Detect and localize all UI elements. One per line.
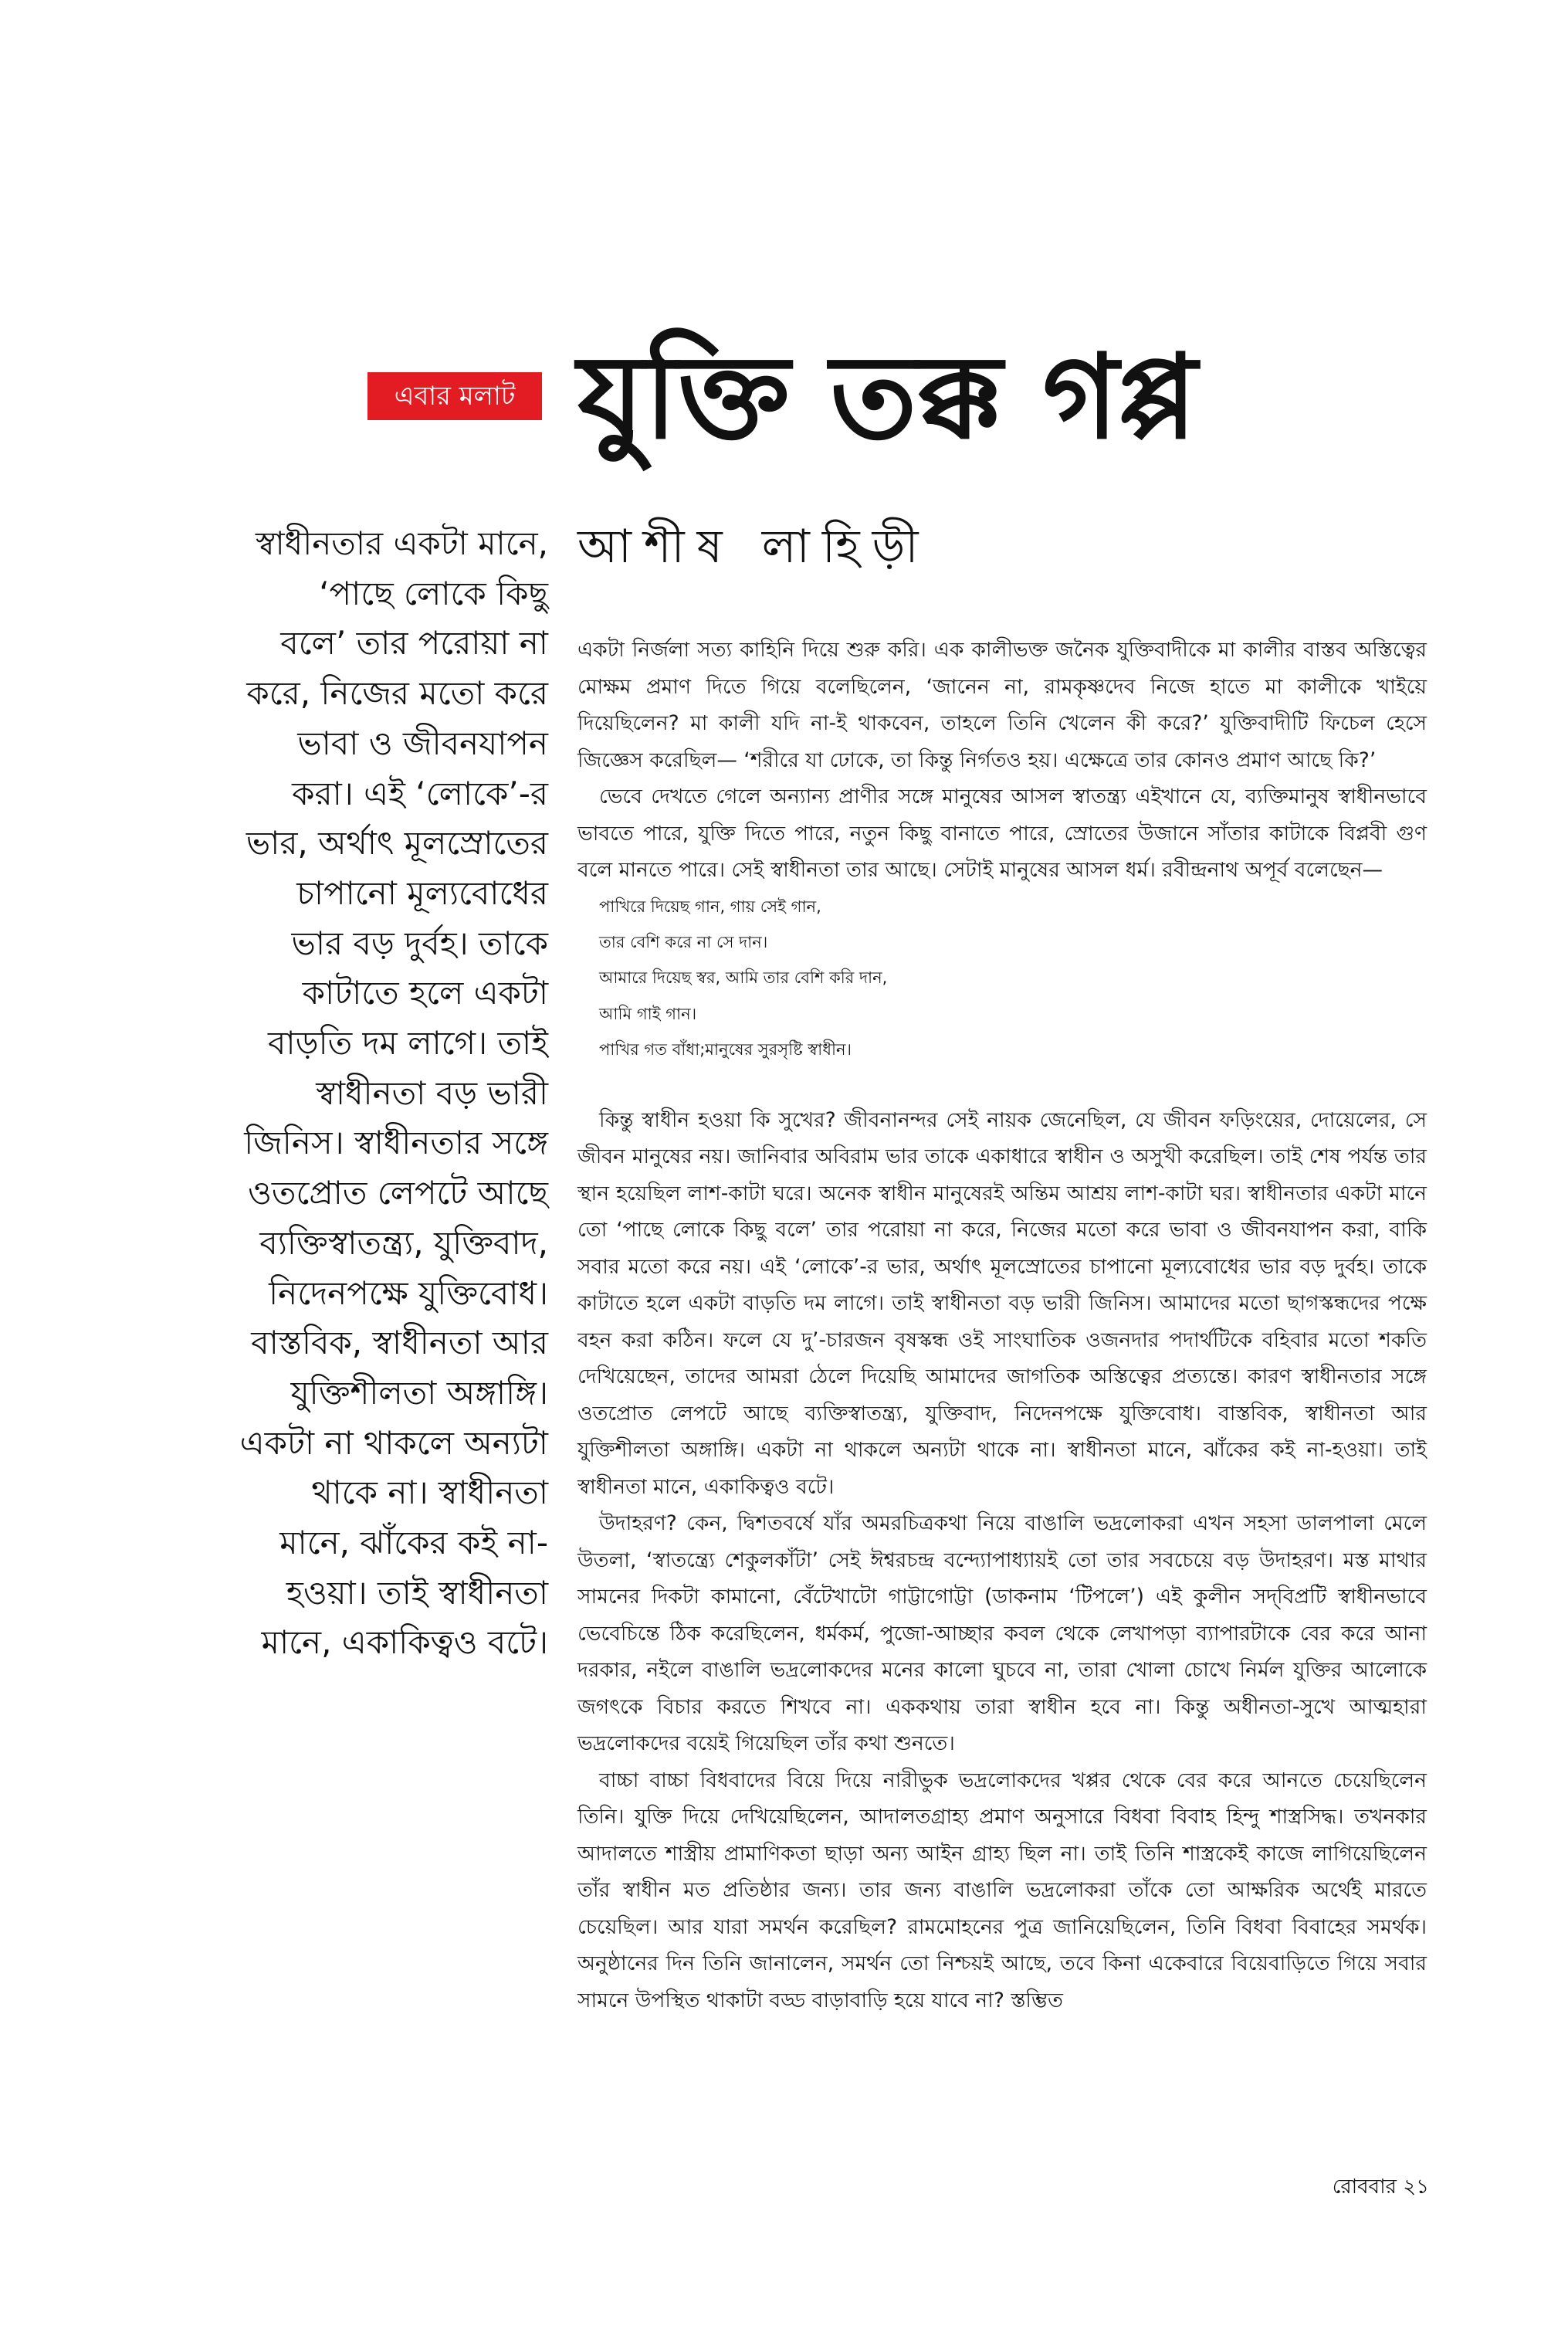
article-paragraph: উদাহরণ? কেন, দ্বিশতবর্ষে যাঁর অমরচিত্রকথা নিয়ে বাঙালি ভদ্রলোকরা এখন সহসা ডালপালা মেলে উতলা, ‘স্বাতন্ত্র্যে শেকুলকাঁটা’ সেই ঈশ্বরচন্দ্র বন্দ্যোপাধ্যায়ই তো তার সবচেয়ে বড় উদাহরণ। মস্ত মাথার সামনের দিকটা কামানো, বেঁটেখাটো গাট্টাগোট্টা (ডাকনাম ‘টিপলে’) এই কুলীন সদ্‌বিপ্রটি স্বাধীনভাবে ভেবেচিন্তে ঠিক করেছিলেন, ধর্মকর্ম, পুজো-আচ্ছার কবল থেকে লেখাপড়া ব্যাপারটাকে বের করে আনা দরকার, নইলে বাঙালি ভদ্রলোকদের মনের কালো ঘুচবে না, তারা খোলা চোখে নির্মল যুক্তির আলোকে জগৎকে বিচার করতে শিখবে না। এককথায় তারা স্বাধীন হবে না। কিন্তু অধীনতা-সুখে আত্মহারা ভদ্রলোকদের বয়েই গিয়েছিল তাঁর কথা শুনতে। (577, 1511, 1427, 1756)
pull-quote-line: করে, নিজের মতো করে (246, 674, 548, 713)
pull-quote-line: যুক্তিশীলতা অঙ্গাঙ্গি। (290, 1373, 548, 1412)
pull-quote-line: চাপানো মূল্যবোধের (296, 873, 548, 912)
page-folio: রোববার ২১ (1332, 2175, 1429, 2199)
pull-quote-line: একটা না থাকলে অন্যটা (239, 1423, 548, 1462)
pull-quote-line: কাটাতে হলে একটা (302, 974, 548, 1012)
pull-quote-line: ব্যক্তিস্বাতন্ত্র্য, যুক্তিবাদ, (259, 1223, 548, 1262)
pull-quote-line: জিনিস। স্বাধীনতার সঙ্গে (244, 1124, 548, 1162)
pull-quote-line: ভাবা ও জীবনযাপন (297, 724, 548, 762)
poem-line: আমারে দিয়েছ স্বর, আমি তার বেশি করি দান, (599, 968, 888, 988)
poem-line: পাখিরে দিয়েছ গান, গায় সেই গান, (599, 897, 821, 916)
article-body (577, 632, 1427, 2019)
pull-quote-line: করা। এই ‘লোকে’-র (292, 774, 548, 812)
poem-line: আমি গাই গান। (599, 1004, 697, 1023)
article-paragraph: বাচ্চা বাচ্চা বিধবাদের বিয়ে দিয়ে নারীভুক ভদ্রলোকদের খপ্পর থেকে বের করে আনতে চেয়েছিলেন তিনি। যুক্তি দিয়ে দেখিয়েছিলেন, আদালতগ্রাহ্য প্রমাণ অনুসারে বিধবা বিবাহ হিন্দু শাস্ত্রসিদ্ধ। তখনকার আদালতে শাস্ত্রীয় প্রামাণিকতা ছাড়া অন্য আইন গ্রাহ্য ছিল না। তাই তিনি শাস্ত্রকেই কাজে লাগিয়েছিলেন তাঁর স্বাধীন মত প্রতিষ্ঠার জন্য। তার জন্য বাঙালি ভদ্রলোকরা তাঁকে তো আক্ষরিক অর্থেই মারতে চেয়েছিল। আর যারা সমর্থন করেছিল? রামমোহনের পুত্র জানিয়েছিলেন, তিনি বিধবা বিবাহের সমর্থক। অনুষ্ঠানের দিন তিনি জানালেন, সমর্থন তো নিশ্চয়ই আছে, তবে কিনা একেবারে বিয়েবাড়িতে গিয়ে সবার সামনে উপস্থিত থাকাটা বড্ড বাড়াবাড়ি হয়ে যাবে না? স্তম্ভিত (577, 1768, 1427, 2012)
pull-quote-line: ‘পাছে লোকে কিছু (319, 574, 548, 612)
article-title: যুক্তি তক্ক গপ্প (577, 331, 1197, 465)
poem-quote (577, 889, 1427, 1068)
pull-quote-line: মানে, একাকিত্বও বটে। (261, 1623, 548, 1662)
author-byline: আশীষ লাহিড়ী (577, 520, 931, 574)
pull-quote-line: ভার, অর্থাৎ মূলস্রোতের (246, 824, 548, 863)
article-paragraph: ভেবে দেখতে গেলে অন্যান্য প্রাণীর সঙ্গে মানুষের আসল স্বাতন্ত্র্য এইখানে যে, ব্যক্তিমানুষ স্বাধীনভাবে ভাবতে পারে, যুক্তি দিতে পারে, নতুন কিছু বানাতে পারে, স্রোতের উজানে সাঁতার কাটাকে বিপ্লবী গুণ বলে মানতে পারে। সেই স্বাধীনতা তার আছে। সেটাই মানুষের আসল ধর্ম। রবীন্দ্রনাথ অপূর্ব বলেছেন— (577, 785, 1427, 882)
pull-quote-line: ওতপ্রোত লেপটে আছে (248, 1174, 548, 1212)
poem-line: পাখির গত বাঁধা;মানুষের সুরসৃষ্টি স্বাধীন। (599, 1040, 852, 1060)
pull-quote-line: বাস্তবিক, স্বাধীনতা আর (251, 1324, 548, 1362)
pull-quote-line: স্বাধীনতার একটা মানে, (255, 524, 548, 562)
pull-quote-line: স্বাধীনতা বড় ভারী (316, 1073, 548, 1112)
pull-quote-line: নিদেনপক্ষে যুক্তিবোধ। (269, 1273, 548, 1312)
section-badge: এবার মলাট (367, 372, 542, 420)
pull-quote-line: ভার বড় দুর্বহ। তাকে (291, 924, 548, 962)
pull-quote-line: হওয়া। তাই স্বাধীনতা (286, 1573, 548, 1612)
pull-quote-line: বলে’ তার পরোয়া না (280, 624, 548, 663)
poem-line: তার বেশি করে না সে দান। (599, 932, 768, 951)
article-paragraph: একটা নির্জলা সত্য কাহিনি দিয়ে শুরু করি। এক কালীভক্ত জনৈক যুক্তিবাদীকে মা কালীর বাস্তব অস্তিত্বের মোক্ষম প্রমাণ দিতে গিয়ে বলেছিলেন, ‘জানেন না, রামকৃষ্ণদেব নিজে হাতে মা কালীকে খাইয়ে দিয়েছিলেন? মা কালী যদি না-ই থাকবেন, তাহলে তিনি খেলেন কী করে?’ যুক্তিবাদীটি ফিচেল হেসে জিজ্ঞেস করেছিল— ‘শরীরে যা ঢোকে, তা কিন্তু নির্গতও হয়। এক্ষেত্রে তার কোনও প্রমাণ আছে কি?’ (577, 638, 1427, 772)
pull-quote-line: বাড়তি দম লাগে। তাই (268, 1024, 548, 1063)
pull-quote-line: থাকে না। স্বাধীনতা (311, 1473, 548, 1512)
pull-quote-line: মানে, ঝাঁকের কই না- (279, 1524, 548, 1562)
pull-quote (147, 519, 548, 1668)
article-paragraph: কিন্তু স্বাধীন হওয়া কি সুখের? জীবনানন্দর সেই নায়ক জেনেছিল, যে জীবন ফড়িংয়ের, দোয়েলের, সে জীবন মানুষের নয়। জানিবার অবিরাম ভার তাকে একাধারে স্বাধীন ও অসুখী করেছিল। তাই শেষ পর্যন্ত তার স্থান হয়েছিল লাশ-কাটা ঘরে। অনেক স্বাধীন মানুষেরই অন্তিম আশ্রয় লাশ-কাটা ঘর। স্বাধীনতার একটা মানে তো ‘পাছে লোকে কিছু বলে’ তার পরোয়া না করে, নিজের মতো করে ভাবা ও জীবনযাপন করা, বাকি সবার মতো করে নয়। এই ‘লোকে’-র ভার, অর্থাৎ মূলস্রোতের চাপানো মূল্যবোধের ভার বড় দুর্বহ। তাকে কাটাতে হলে একটা বাড়তি দম লাগে। তাই স্বাধীনতা বড় ভারী জিনিস। আমাদের মতো ছাগস্কন্ধদের পক্ষে বহন করা কঠিন। ফলে যে দু’-চারজন বৃষস্কন্ধ ওই সাংঘাতিক ওজনদার পদার্থটিকে বহিবার মতো শকতি দেখিয়েছেন, তাদের আমরা ঠেলে দিয়েছি আমাদের জাগতিক অস্তিত্বের প্রত্যন্তে। কারণ স্বাধীনতার সঙ্গে ওতপ্রোত লেপটে আছে ব্যক্তিস্বাতন্ত্র্য, যুক্তিবাদ, নিদেনপক্ষে যুক্তিবোধ। বাস্তবিক, স্বাধীনতা আর যুক্তিশীলতা অঙ্গাঙ্গি। একটা না থাকলে অন্যটা থাকে না। স্বাধীনতা মানে, ঝাঁকের কই না-হওয়া। তাই স্বাধীনতা মানে, একাকিত্বও বটে। (577, 1107, 1427, 1499)
